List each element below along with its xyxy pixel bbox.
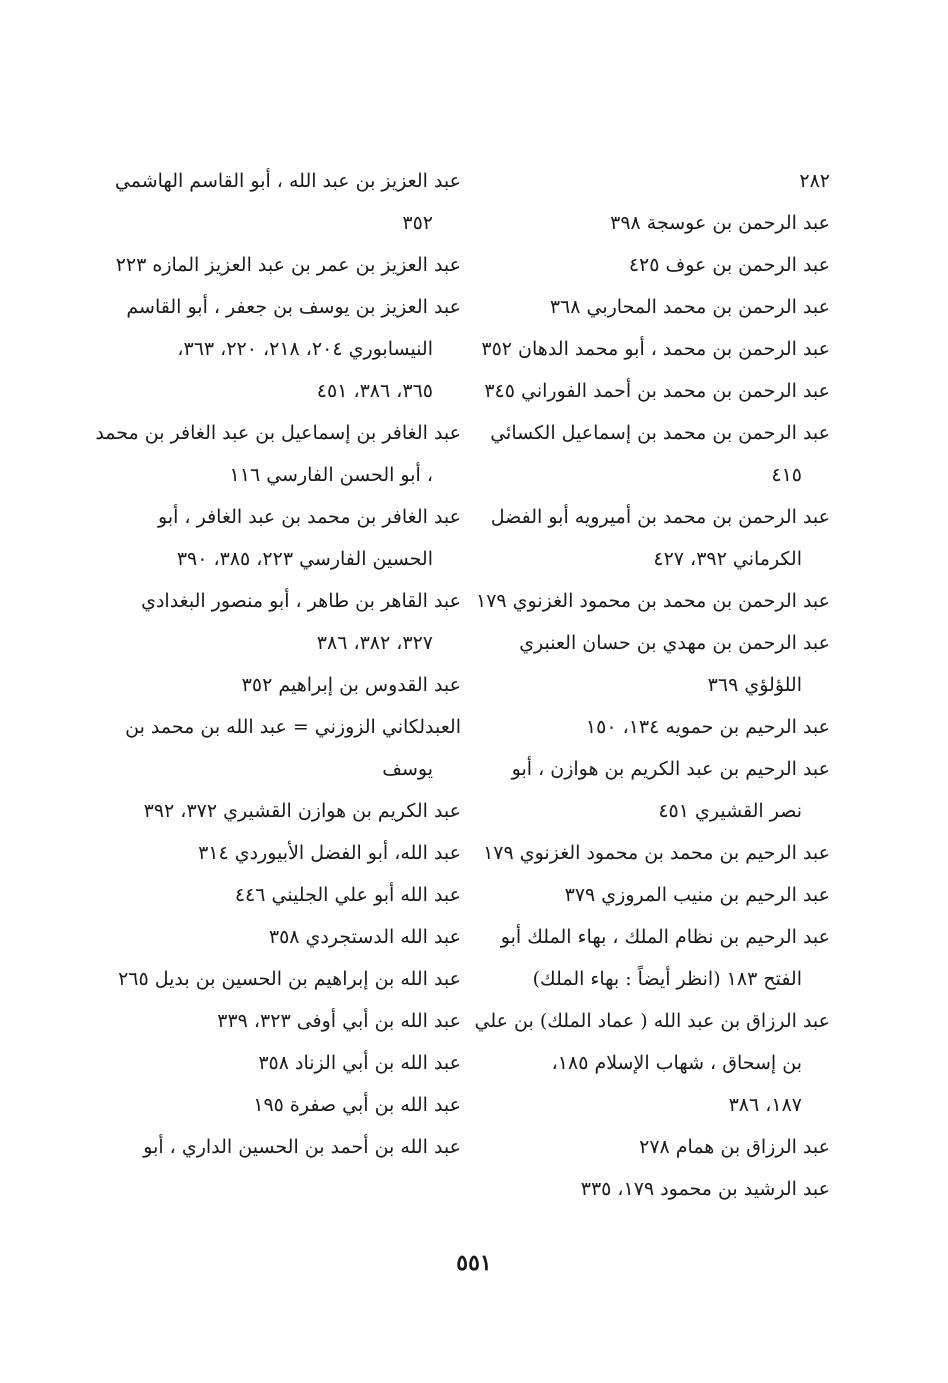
index-entry-continuation: بن إسحاق ، شهاب الإسلام ١٨٥، bbox=[551, 1052, 802, 1074]
index-entry: عبد الرزاق بن همام ٢٧٨ bbox=[639, 1136, 830, 1158]
index-entry: عبد الرحمن بن محمد بن إسماعيل الكسائي bbox=[490, 422, 830, 444]
index-entry: عبد العزيز بن يوسف بن جعفر ، أبو القاسم bbox=[126, 296, 461, 318]
index-entry: عبد الغافر بن إسماعيل بن عبد الغافر بن محمد bbox=[95, 422, 461, 444]
index-entry: عبد القدوس بن إبراهيم ٣٥٢ bbox=[241, 674, 461, 696]
index-entry: عبد الكريم بن هوازن القشيري ٣٧٢، ٣٩٢ bbox=[143, 800, 461, 822]
index-entry: عبد الرحيم بن محمد بن محمود الغزنوي ١٧٩ bbox=[483, 842, 830, 864]
index-entry: عبد الله بن إبراهيم بن الحسين بن بديل ٢٦٥ bbox=[118, 968, 461, 990]
index-entry: عبد العزيز بن عمر بن عبد العزيز المازه ٢٢٣ bbox=[115, 254, 461, 276]
index-entry-continuation: ، أبو الحسن الفارسي ١١٦ bbox=[229, 464, 433, 486]
index-entry: عبد الرحيم بن منيب المروزي ٣٧٩ bbox=[564, 884, 830, 906]
index-entry: عبد الله، أبو الفضل الأبيوردي ٣١٤ bbox=[198, 842, 461, 864]
page-number: ٥٥١ bbox=[456, 1250, 492, 1276]
index-entry: عبد الرحمن بن محمد ، أبو محمد الدهان ٣٥٢ bbox=[481, 338, 830, 360]
index-column-right bbox=[474, 160, 830, 1210]
index-entry-continuation: اللؤلؤي ٣٦٩ bbox=[707, 674, 802, 696]
index-entry: عبد الرشيد بن محمود ١٧٩، ٣٣٥ bbox=[580, 1178, 830, 1200]
index-entry-continuation: الفتح ١٨٣ (انظر أيضاً : بهاء الملك) bbox=[532, 968, 802, 990]
index-entry: عبد الله بن أبي أوفى ٣٢٣، ٣٣٩ bbox=[217, 1010, 461, 1032]
index-entry-continuation: يوسف bbox=[382, 758, 433, 780]
index-entry-continuation: نصر القشيري ٤٥١ bbox=[658, 800, 802, 822]
index-entry: عبد الرحمن بن محمد بن محمود الغزنوي ١٧٩ bbox=[476, 590, 830, 612]
index-entry: عبد الرزاق بن عبد الله ( عماد الملك) بن علي bbox=[474, 1010, 830, 1032]
index-entry: عبد الله الدستجردي ٣٥٨ bbox=[268, 926, 461, 948]
index-entry: عبد الغافر بن محمد بن عبد الغافر ، أبو bbox=[158, 506, 461, 528]
index-entry: عبد الرحمن بن محمد المحاربي ٣٦٨ bbox=[549, 296, 830, 318]
index-entry: عبد الله بن أبي الزناد ٣٥٨ bbox=[258, 1052, 461, 1074]
index-entry: عبد العزيز بن عبد الله ، أبو القاسم الهاشمي bbox=[114, 170, 461, 192]
index-entry: ٢٨٢ bbox=[799, 170, 830, 192]
index-entry: العبدلكاني الزوزني = عبد الله بن محمد بن bbox=[125, 716, 461, 738]
index-entry: عبد الرحمن بن مهدي بن حسان العنبري bbox=[519, 632, 830, 654]
index-entry-continuation: ٣٥٢ bbox=[402, 212, 433, 234]
index-entry-continuation: النيسابوري ٢٠٤، ٢١٨، ٢٢٠، ٣٦٣، bbox=[177, 338, 433, 360]
index-entry: عبد الرحيم بن حمويه ١٣٤، ١٥٠ bbox=[585, 716, 830, 738]
index-entry: عبد الله أبو علي الجليني ٤٤٦ bbox=[234, 884, 461, 906]
index-entry: عبد الله بن أبي صفرة ١٩٥ bbox=[253, 1094, 461, 1116]
index-entry-continuation: الكرماني ٣٩٢، ٤٢٧ bbox=[653, 548, 802, 570]
index-entry: عبد الرحيم بن نظام الملك ، بهاء الملك أبو bbox=[500, 926, 830, 948]
index-entry: عبد الله بن أحمد بن الحسين الداري ، أبو bbox=[143, 1136, 461, 1158]
index-entry: عبد القاهر بن طاهر ، أبو منصور البغدادي bbox=[141, 590, 461, 612]
index-entry-continuation: ٣٦٥، ٣٨٦، ٤٥١ bbox=[316, 380, 433, 402]
index-entry: عبد الرحمن بن محمد بن أحمد الفوراني ٣٤٥ bbox=[484, 380, 830, 402]
index-entry: عبد الرحمن بن محمد بن أميرويه أبو الفضل bbox=[490, 506, 830, 528]
index-entry-continuation: ٤١٥ bbox=[771, 464, 802, 486]
index-entry-continuation: ٣٢٧، ٣٨٢، ٣٨٦ bbox=[316, 632, 433, 654]
index-entry: عبد الرحمن بن عوف ٤٢٥ bbox=[628, 254, 830, 276]
index-entry: عبد الرحيم بن عبد الكريم بن هوازن ، أبو bbox=[511, 758, 830, 780]
index-entry-continuation: الحسين الفارسي ٢٢٣، ٣٨٥، ٣٩٠ bbox=[176, 548, 433, 570]
index-entry: عبد الرحمن بن عوسجة ٣٩٨ bbox=[610, 212, 830, 234]
index-column-left bbox=[95, 160, 461, 1168]
index-entry-continuation: ١٨٧، ٣٨٦ bbox=[728, 1094, 802, 1116]
